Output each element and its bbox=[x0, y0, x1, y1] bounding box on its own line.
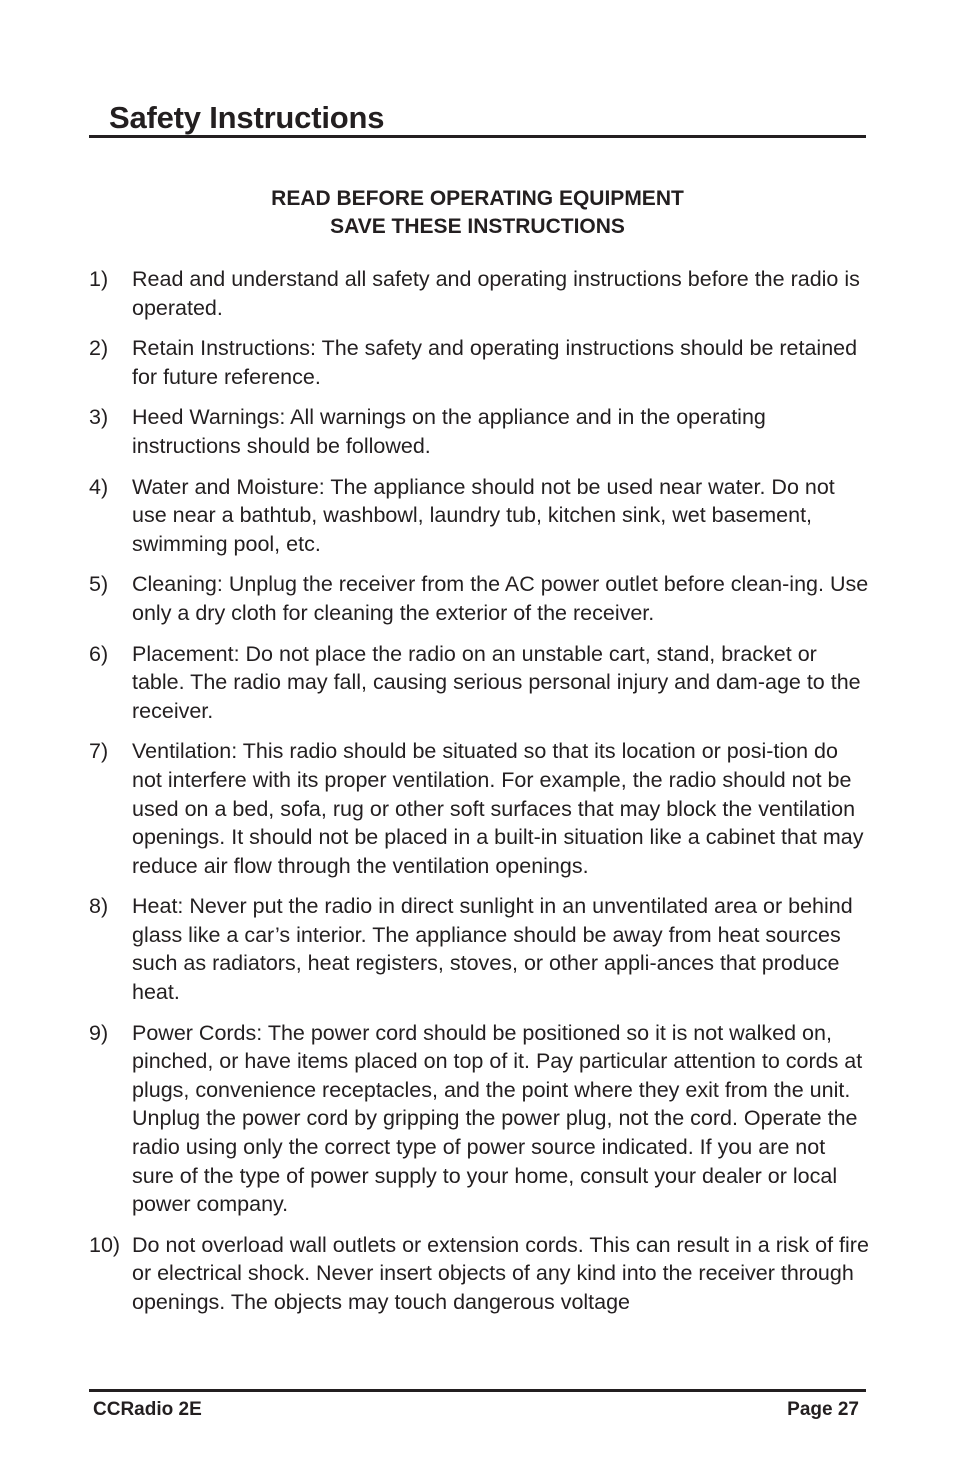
item-text: Do not overload wall outlets or extension cords. This can result in a risk of fire or electrical shock. Never insert objects of any kind into the receiver through openings. The objects may touch dangerous voltage bbox=[132, 1232, 869, 1314]
item-text: Heed Warnings: All warnings on the appliance and in the operating instructions should be followed. bbox=[132, 405, 766, 458]
item-text: Heat: Never put the radio in direct sunlight in an unventilated area or behind glass like a car’s interior. The appliance should be away from heat sources such as radiators, heat registers, stoves, or other appli-ances that produce heat. bbox=[132, 894, 853, 1005]
list-item bbox=[89, 892, 871, 1006]
item-number: 8) bbox=[89, 894, 109, 919]
list-item bbox=[89, 640, 871, 726]
item-text: Retain Instructions: The safety and operating instructions should be retained for future reference. bbox=[132, 336, 858, 389]
item-number: 6) bbox=[89, 641, 109, 666]
item-number: 4) bbox=[89, 474, 109, 499]
list-item bbox=[89, 1231, 871, 1317]
list-item bbox=[89, 403, 871, 460]
item-text: Power Cords: The power cord should be positioned so it is not walked on, pinched, or have items placed on top of it. Pay particular attention to cords at plugs, convenience receptacles, and the point where they exit from the unit. Unplug the power cord by gripping the power plug, not the cord. Operate the radio using only the correct type of power source indicated. If you are not sure of the type of power supply to your home, consult your dealer or local power company. bbox=[132, 1020, 863, 1217]
item-text: Placement: Do not place the radio on an unstable cart, stand, bracket or table. The radio may fall, causing serious personal injury and dam-age to the receiver. bbox=[132, 641, 861, 723]
item-number: 2) bbox=[89, 336, 109, 361]
page-title: Safety Instructions bbox=[109, 100, 385, 135]
subheading bbox=[89, 185, 866, 241]
item-text: Cleaning: Unplug the receiver from the AC power outlet before clean-ing. Use only a dry cloth for cleaning the exterior of the receiver. bbox=[132, 572, 869, 625]
list-item bbox=[89, 1019, 871, 1219]
footer-divider bbox=[89, 1389, 866, 1392]
subheading-line-save: SAVE THESE INSTRUCTIONS bbox=[330, 215, 625, 238]
list-item bbox=[89, 334, 871, 391]
item-number: 3) bbox=[89, 405, 109, 430]
item-number: 5) bbox=[89, 572, 109, 597]
footer-product-name: CCRadio 2E bbox=[93, 1399, 202, 1420]
item-text: Read and understand all safety and operating instructions before the radio is operated. bbox=[132, 267, 860, 320]
item-number: 10) bbox=[89, 1232, 121, 1257]
list-item bbox=[89, 737, 871, 880]
item-text: Ventilation: This radio should be situated so that its location or posi-tion do not interfere with its proper ventilation. For example, the radio should not be used on a bed, sofa, rug or other soft surfaces that may block the ventilation openings. It should not be placed in a built-in situation like a cabinet that may reduce air flow through the ventilation openings. bbox=[132, 739, 864, 878]
list-item bbox=[89, 473, 871, 559]
item-text: Water and Moisture: The appliance should not be used near water. Do not use near a bathtub, washbowl, laundry tub, kitchen sink, wet basement, swimming pool, etc. bbox=[132, 474, 835, 556]
list-item bbox=[89, 265, 871, 322]
item-number: 1) bbox=[89, 267, 109, 291]
subheading-line-read-before: READ BEFORE OPERATING EQUIPMENT bbox=[271, 187, 684, 210]
instruction-list bbox=[89, 265, 871, 1329]
title-divider bbox=[89, 135, 866, 138]
list-item bbox=[89, 570, 871, 627]
footer-page-number: Page 27 bbox=[787, 1399, 859, 1420]
item-number: 7) bbox=[89, 739, 109, 764]
item-number: 9) bbox=[89, 1020, 109, 1045]
